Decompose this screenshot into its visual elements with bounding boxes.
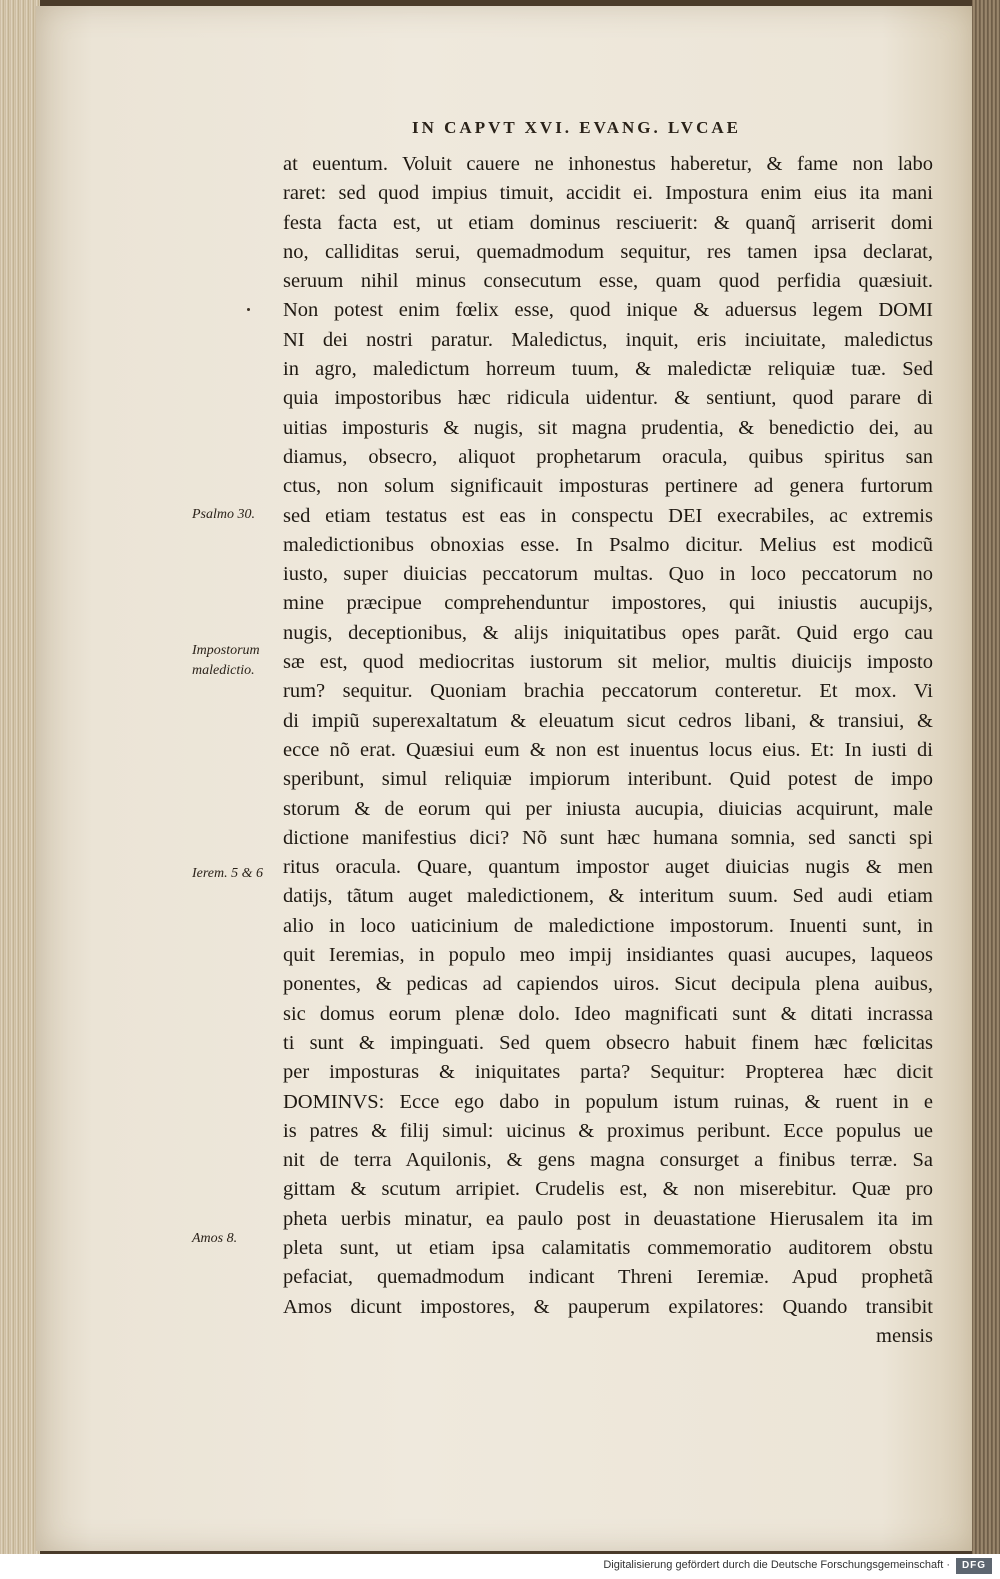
body-text: [283, 150, 933, 1351]
text-line: ponentes, & pedicas ad capiendos uiros. Sicut decipula plena auibus,: [283, 973, 933, 996]
text-line: sæ est, quod mediocritas iustorum sit melior, multis diuicijs imposto: [283, 651, 933, 674]
text-line: pefaciat, quemadmodum indicant Threni Ieremiæ. Apud prophetã: [283, 1266, 933, 1289]
text-line: seruum nihil minus consecutum esse, quam quod perfidia quæsiuit.: [283, 270, 933, 293]
text-line: alio in loco uaticinium de maledictione impostorum. Inuenti sunt, in: [283, 914, 933, 937]
text-line: uitias imposturis & nugis, sit magna prudentia, & benedictio dei, au: [283, 416, 933, 439]
text-line: storum & de eorum qui per iniusta aucupia, diuicias acquirunt, male: [283, 797, 933, 820]
text-line: quia impostoribus hæc ridicula uidentur. & sentiunt, quod parare di: [283, 387, 933, 410]
text-line: quit Ieremias, in populo meo impij insidiantes quasi aucupes, laqueos: [283, 944, 933, 967]
book-edge-left: [0, 0, 40, 1554]
text-line: raret: sed quod impius timuit, accidit ei. Impostura enim eius ita mani: [283, 182, 933, 205]
marginal-note-amos: Amos 8.: [192, 1231, 238, 1246]
text-line: sed etiam testatus est eas in conspectu DEI execrabiles, ac extremis: [283, 504, 933, 527]
text-line: NI dei nostri paratur. Maledictus, inquit, eris inciuitate, maledictus: [283, 328, 933, 351]
text-line: ti sunt & impinguati. Sed quem obsecro habuit finem hæc fœlicitas: [283, 1031, 933, 1054]
text-line: Amos dicunt impostores, & pauperum expilatores: Quando transibit: [283, 1295, 933, 1318]
dfg-logo: DFG: [956, 1558, 992, 1574]
text-line: ctus, non solum significauit imposturas pertinere ad genera furtorum: [283, 475, 933, 498]
text-line: is patres & filij simul: uicinus & proximus peribunt. Ecce populus ue: [283, 1119, 933, 1142]
text-line: sic domus eorum plenæ dolo. Ideo magnificati sunt & ditati incrassa: [283, 1002, 933, 1025]
text-line: in agro, maledictum horreum tuum, & maledictæ reliquiæ tuæ. Sed: [283, 358, 933, 381]
text-line: maledictionibus obnoxias esse. In Psalmo dicitur. Melius est modicũ: [283, 533, 933, 556]
text-line: di impiũ superexaltatum & eleuatum sicut cedros libani, & transiui, &: [283, 709, 933, 732]
text-line: dictione manifestius dici? Nõ sunt hæc humana somnia, sed sancti spi: [283, 826, 933, 849]
text-line: mine præcipue comprehenduntur impostores, qui iniustis aucupijs,: [283, 592, 933, 615]
text-line: mensis: [876, 1324, 933, 1347]
text-line: diamus, obsecro, aliquot prophetarum oracula, quibus spiritus san: [283, 445, 933, 468]
text-line: rum? sequitur. Quoniam brachia peccatorum conteretur. Et mox. Vi: [283, 680, 933, 703]
text-line: iusto, super diuicias peccatorum multas. Quo in loco peccatorum no: [283, 563, 933, 586]
running-head: IN CAPVT XVI. EVANG. LVCAE: [412, 118, 741, 137]
text-line: datijs, tãtum auget maledictionem, & interitum suum. Sed audi etiam: [283, 885, 933, 908]
ink-dot: [247, 308, 250, 311]
footer-bar: [0, 1554, 1000, 1579]
text-line: pleta sunt, ut etiam ipsa calamitatis commemoratio auditorem obstu: [283, 1236, 933, 1259]
book-edge-right: [972, 0, 1000, 1554]
text-line: no, calliditas serui, quemadmodum sequitur, res tamen ipsa declarat,: [283, 240, 933, 263]
funding-credit: Digitalisierung gefördert durch die Deutsche Forschungsgemeinschaft ·: [603, 1559, 950, 1571]
text-line: at euentum. Voluit cauere ne inhonestus haberetur, & fame non labo: [283, 153, 933, 175]
text-line: Non potest enim fœlix esse, quod inique & aduersus legem DOMI: [283, 299, 933, 322]
text-line: ritus oracula. Quare, quantum impostor auget diuicias nugis & men: [283, 856, 933, 879]
text-line: per imposturas & iniquitates parta? Sequitur: Propterea hæc dicit: [283, 1061, 933, 1084]
text-line: speribunt, simul reliquiæ impiorum interibunt. Quid potest de impo: [283, 768, 933, 791]
text-line: festa facta est, ut etiam dominus resciuerit: & quanq̃ arriserit domi: [283, 211, 933, 234]
marginal-note-impostorum: Impostorum: [192, 643, 260, 658]
text-line: nugis, deceptionibus, & alijs iniquitatibus opes parãt. Quid ergo cau: [283, 621, 933, 644]
marginal-note-maledictio: maledictio.: [192, 663, 255, 678]
marginal-note-psalmo: Psalmo 30.: [192, 507, 255, 522]
text-line: DOMINVS: Ecce ego dabo in populum istum ruinas, & ruent in e: [283, 1090, 933, 1113]
text-line: pheta uerbis minatur, ea paulo post in deuastatione Hierusalem ita im: [283, 1207, 933, 1230]
text-line: nit de terra Aquilonis, & gens magna consurget a finibus terræ. Sa: [283, 1149, 933, 1172]
text-line: ecce nõ erat. Quæsiui eum & non est inuentus locus eius. Et: In iusti di: [283, 738, 933, 761]
marginal-note-ierem: Ierem. 5 & 6: [192, 866, 264, 881]
text-line: gittam & scutum arripiet. Crudelis est, & non miserebitur. Quæ pro: [283, 1178, 933, 1201]
